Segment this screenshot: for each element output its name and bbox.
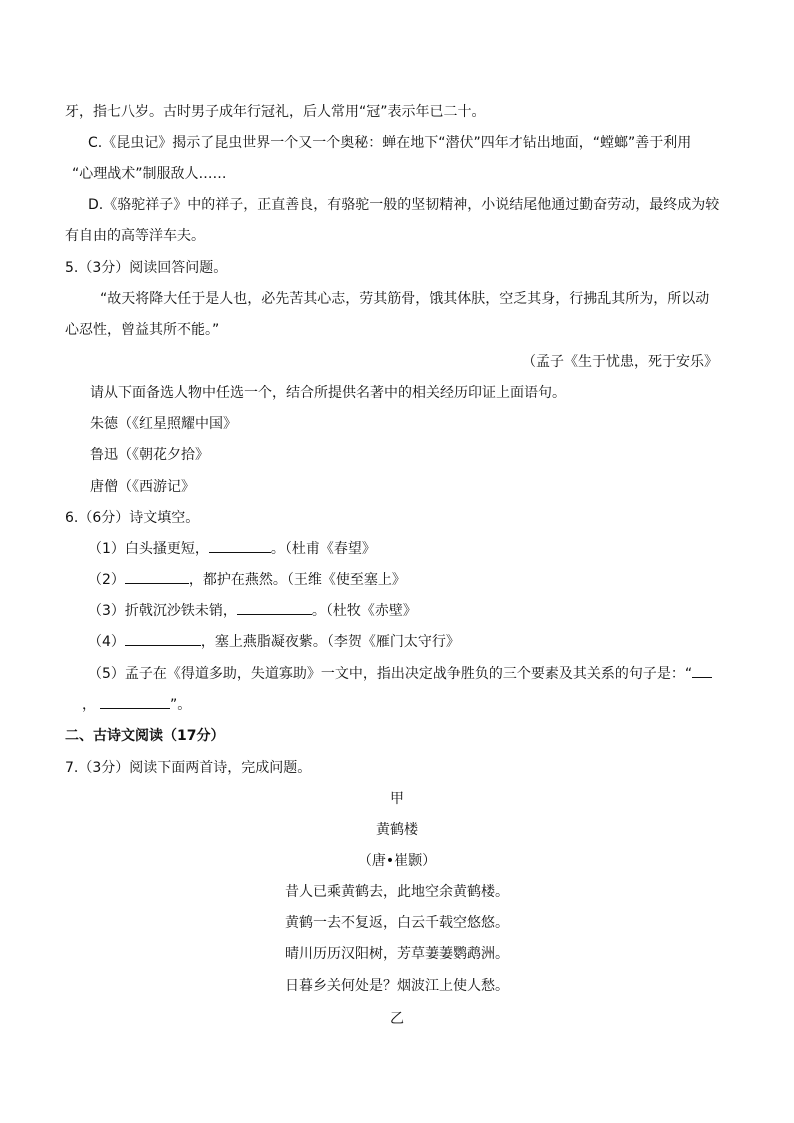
poem-author: （唐•崔颢） xyxy=(357,853,437,869)
quote-source: （孟子《生于忧患，死于安乐》 xyxy=(522,354,718,370)
poem-line: 日暮乡关何处是？烟波江上使人愁。 xyxy=(285,978,509,994)
answer-blank[interactable] xyxy=(209,540,271,553)
option-item: 鲁迅（《朝花夕拾》 xyxy=(90,447,209,463)
question-6-title: 6.（6分）诗文填空。 xyxy=(65,510,200,526)
poem-title: 黄鹤楼 xyxy=(376,822,418,838)
option-d-cont: 有自由的高等洋车夫。 xyxy=(65,228,205,244)
fill-text: ”。 xyxy=(170,697,192,713)
quote-line: “故天将降大任于是人也，必先苦其心志，劳其筋骨，饿其体肤，空乏其身，行拂乱其所为，所以动 xyxy=(100,291,710,307)
fill-item-5 xyxy=(88,665,712,683)
question-7-title: 7.（3分）阅读下面两首诗，完成问题。 xyxy=(65,760,312,776)
text-line: 牙，指七八岁。古时男子成年行冠礼，后人常用“冠”表示年已二十。 xyxy=(65,104,486,120)
fill-item-3 xyxy=(88,602,417,620)
answer-blank[interactable] xyxy=(125,571,189,584)
fill-item-2 xyxy=(88,571,406,589)
answer-blank[interactable] xyxy=(100,696,170,709)
fill-item-1 xyxy=(88,540,376,558)
fill-text: （2） xyxy=(88,572,125,588)
fill-item-5-cont xyxy=(82,696,191,714)
poem-line: 黄鹤一去不复返，白云千载空悠悠。 xyxy=(285,915,509,931)
poem-label: 乙 xyxy=(390,1011,404,1027)
option-d: D.《骆驼祥子》中的祥子，正直善良，有骆驼一般的坚韧精神，小说结尾他通过勤奋劳动，最终成为较 xyxy=(88,197,720,213)
fill-text: ，塞上燕脂凝夜紫。（李贺《雁门太守行》 xyxy=(200,634,460,650)
fill-text: 。（杜甫《春望》 xyxy=(270,541,376,557)
quote-line: 心忍性，曾益其所不能。” xyxy=(65,322,220,338)
fill-text: （1）白头搔更短， xyxy=(88,541,209,557)
fill-text: （5）孟子在《得道多助，失道寡助》一文中，指出决定战争胜负的三个要素及其关系的句子是：“ xyxy=(88,666,693,682)
option-item: 唐僧（《西游记》 xyxy=(90,479,195,495)
q5-prompt: 请从下面备选人物中任选一个，结合所提供名著中的相关经历印证上面语句。 xyxy=(90,385,566,401)
fill-text: （3）折戟沉沙铁未销， xyxy=(88,603,237,619)
question-5-title: 5.（3分）阅读回答问题。 xyxy=(65,260,228,276)
option-item: 朱德（《红星照耀中国》 xyxy=(90,416,237,432)
fill-text: ，都护在燕然。（王维《使至塞上》 xyxy=(188,572,406,588)
answer-blank[interactable] xyxy=(692,665,712,678)
poem-line: 昔人已乘黄鹤去，此地空余黄鹤楼。 xyxy=(285,884,509,900)
section-heading: 二、古诗文阅读（17分） xyxy=(65,728,225,744)
answer-blank[interactable] xyxy=(237,602,312,615)
fill-text: （4） xyxy=(88,634,125,650)
poem-line: 晴川历历汉阳树，芳草萋萋鹦鹉洲。 xyxy=(285,946,509,962)
answer-blank[interactable] xyxy=(125,633,201,646)
option-c: C.《昆虫记》揭示了昆虫世界一个又一个奥秘：蝉在地下“潜伏”四年才钻出地面，“螳螂”善于利用 xyxy=(88,135,692,151)
option-c-cont: “心理战术”制服敌人…… xyxy=(72,166,227,182)
fill-text: 。（杜牧《赤壁》 xyxy=(311,603,417,619)
fill-text: ， xyxy=(82,697,96,713)
poem-label: 甲 xyxy=(390,791,404,807)
fill-item-4 xyxy=(88,633,460,651)
